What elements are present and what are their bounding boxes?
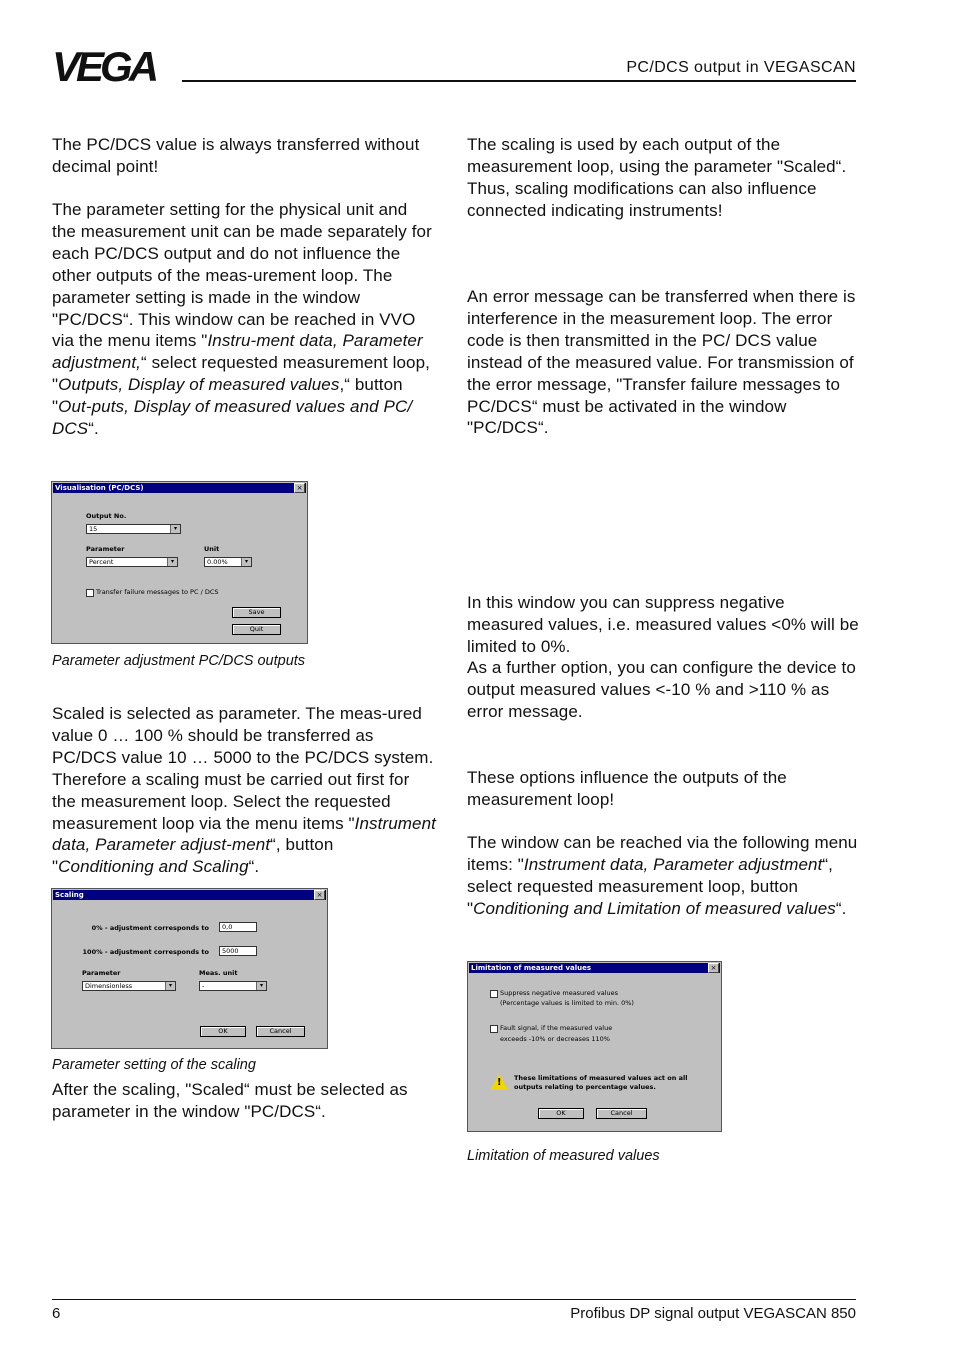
header-rule — [182, 80, 856, 82]
cancel-button[interactable]: Cancel — [256, 1026, 305, 1037]
pcdcs-dialog — [51, 481, 308, 644]
close-icon[interactable]: × — [708, 963, 719, 973]
warning-text-1: These limitations of measured values act on all — [514, 1074, 688, 1082]
meas-unit-select[interactable]: - ▾ — [199, 981, 267, 991]
right-paragraph-5: These options influence the outputs of the measurement loop! — [467, 768, 787, 809]
warning-text-2: outputs relating to percentage values. — [514, 1083, 656, 1091]
fault-signal-note: exceeds -10% or decreases 110% — [500, 1035, 610, 1043]
fault-signal-label: Fault signal, if the measured value — [500, 1024, 613, 1032]
scaling-dialog — [51, 888, 328, 1049]
save-button[interactable]: Save — [232, 607, 281, 618]
left-paragraph-2: The parameter setting for the physical unit and the measurement unit can be made separately for each PC/DCS output and do not influence the other outputs of the meas-urement loop. The parameter setting is made in the window "PC/DCS“. This window can be reached in VVO via the menu items "Instru-ment data, Parameter adjustment,“ select requested measurement loop, "Outputs, Display of measured values,“ button "Out-puts, Display of measured values and PC/ DCS“. — [52, 200, 432, 439]
transfer-failure-label: Transfer failure messages to PC / DCS — [96, 588, 219, 596]
caption-pcdcs: Parameter adjustment PC/DCS outputs — [52, 653, 306, 669]
right-paragraph-1: The scaling is used by each output of the measurement loop, using the parameter "Scaled“. Thus, scaling modifications can also influence connected indicating instruments! — [467, 135, 847, 220]
parameter-select[interactable]: Percent ▾ — [86, 557, 178, 567]
close-icon[interactable]: × — [314, 890, 325, 900]
dialog-title: Scaling — [53, 890, 326, 900]
output-label: Output No. — [86, 512, 127, 520]
chevron-down-icon: ▾ — [241, 558, 251, 566]
left-paragraph-4: After the scaling, "Scaled“ must be selected as parameter in the window "PC/DCS“. — [52, 1080, 408, 1121]
right-paragraph-6: The window can be reached via the following menu items: "Instrument data, Parameter adjustment“, select requested measurement loop, button "Conditioning and Limitation of measured values“. — [467, 833, 858, 918]
header-title: PC/DCS output in VEGASCAN — [626, 59, 856, 76]
cancel-button[interactable]: Cancel — [596, 1108, 647, 1119]
footer-rule — [52, 1299, 856, 1300]
chevron-down-icon: ▾ — [167, 558, 177, 566]
chevron-down-icon: ▾ — [165, 982, 175, 990]
transfer-failure-checkbox[interactable] — [86, 589, 94, 597]
parameter-select[interactable]: Dimensionless ▾ — [82, 981, 176, 991]
quit-button[interactable]: Quit — [232, 624, 281, 635]
warning-icon: ! — [490, 1074, 508, 1090]
caption-limitation: Limitation of measured values — [467, 1148, 660, 1164]
hundred-adjustment-label: 100% - adjustment corresponds to — [82, 948, 209, 956]
unit-label: Unit — [204, 545, 220, 553]
suppress-negative-label: Suppress negative measured values — [500, 989, 619, 997]
left-paragraph-1: The PC/DCS value is always transferred without decimal point! — [52, 135, 420, 176]
close-icon[interactable]: × — [294, 483, 305, 493]
parameter-label: Parameter — [86, 545, 125, 553]
vega-logo — [52, 48, 170, 86]
limitation-dialog — [467, 961, 722, 1132]
suppress-negative-checkbox[interactable] — [490, 990, 498, 998]
zero-adjustment-input[interactable]: 0,0 — [219, 922, 257, 932]
zero-adjustment-label: 0% - adjustment corresponds to — [91, 924, 209, 932]
chevron-down-icon: ▾ — [256, 982, 266, 990]
output-select[interactable]: 15 ▾ — [86, 524, 181, 534]
chevron-down-icon: ▾ — [170, 525, 180, 533]
suppress-negative-note: (Percentage values is limited to min. 0%) — [500, 999, 634, 1007]
page-number: 6 — [52, 1305, 61, 1322]
logo-text: VEGA — [52, 48, 156, 86]
dialog-title: Visualisation (PC/DCS) — [53, 483, 306, 493]
dialog-title: Limitation of measured values — [469, 963, 720, 973]
parameter-label: Parameter — [82, 969, 121, 977]
caption-scaling: Parameter setting of the scaling — [52, 1057, 256, 1073]
right-paragraph-3: In this window you can suppress negative measured values, i.e. measured values <0% will be limited to 0%. — [467, 593, 859, 656]
ok-button[interactable]: OK — [538, 1108, 584, 1119]
footer-title: Profibus DP signal output VEGASCAN 850 — [570, 1305, 856, 1322]
unit-select[interactable]: 0.00% ▾ — [204, 557, 252, 567]
right-paragraph-2: An error message can be transferred when there is interference in the measurement loop. The error code is then transmitted in the PC/ DCS value instead of the measured value. For transmission of the error message, "Transfer failure messages to PC/DCS“ must be activated in the window "PC/DCS“. — [467, 287, 856, 438]
meas-unit-label: Meas. unit — [199, 969, 238, 977]
left-paragraph-3: Scaled is selected as parameter. The meas-ured value 0 … 100 % should be transferred as PC/DCS value 10 … 5000 to the PC/DCS system. Therefore a scaling must be carried out first for the measurement loop. Select the requested measurement loop via the menu items "Instrument data, Parameter adjust-ment“, button "Conditioning and Scaling“. — [52, 704, 436, 877]
fault-signal-checkbox[interactable] — [490, 1025, 498, 1033]
hundred-adjustment-input[interactable]: 5000 — [219, 946, 257, 956]
right-paragraph-4: As a further option, you can configure the device to output measured values <-10 % and >110 % as error message. — [467, 658, 856, 721]
ok-button[interactable]: OK — [200, 1026, 246, 1037]
